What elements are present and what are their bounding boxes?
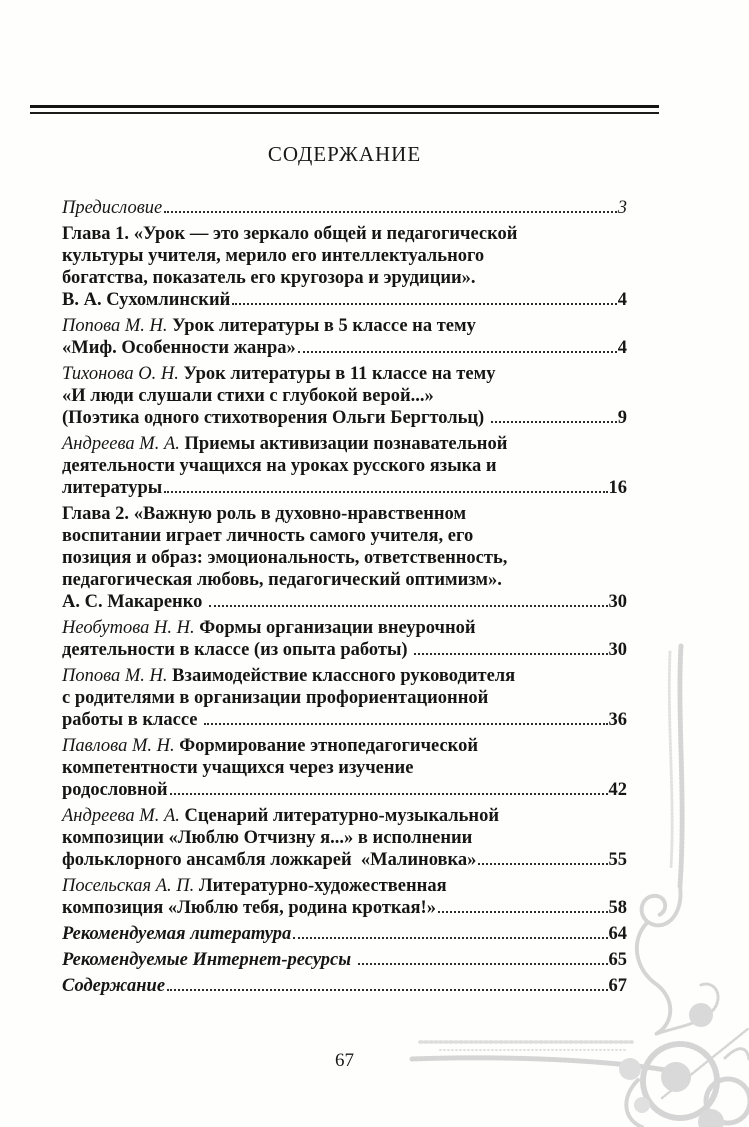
toc-text: «И люди слушали стихи с глубокой верой...» <box>62 386 434 406</box>
toc-line <box>62 897 627 919</box>
toc-line <box>62 337 627 359</box>
dot-leader <box>232 303 616 305</box>
toc-entry <box>62 617 627 661</box>
dot-leader <box>164 211 617 213</box>
toc-text: литературы <box>62 478 163 498</box>
toc-entry <box>62 197 627 219</box>
toc-line <box>62 547 627 569</box>
toc-page-number: 64 <box>608 924 627 944</box>
toc-line <box>62 477 627 499</box>
toc-text: Предисловие <box>62 198 163 218</box>
toc-text: Глава 2. <box>62 504 134 524</box>
toc-text: Рекомендуемые Интернет-ресурсы <box>62 950 356 970</box>
dot-leader <box>293 937 607 939</box>
dot-leader <box>414 653 607 655</box>
toc-line <box>62 665 627 687</box>
toc-text: «Важную роль в духовно-нравственном <box>133 504 467 524</box>
toc-page-number: 58 <box>608 898 627 918</box>
toc-page-number: 16 <box>608 478 627 498</box>
toc-text: Приемы активизации познавательной <box>184 434 508 454</box>
toc-text: компетентности учащихся через изучение <box>62 758 414 778</box>
toc-text: педагогическая любовь, педагогический оптимизм». <box>62 570 502 590</box>
toc-text: Формы организации внеурочной <box>199 618 476 638</box>
toc-page-number: 9 <box>617 408 627 428</box>
toc-entry <box>62 805 627 871</box>
toc-line <box>62 875 627 897</box>
toc-text: композиции «Люблю Отчизну я...» в исполнении <box>62 828 473 848</box>
dot-leader <box>438 911 608 913</box>
toc-line <box>62 827 627 849</box>
dot-leader <box>209 605 607 607</box>
toc-entry <box>62 315 627 359</box>
toc-line <box>62 289 627 311</box>
toc-entry <box>62 875 627 919</box>
toc-text: Павлова М. Н. <box>62 736 180 756</box>
toc-entry <box>62 923 627 945</box>
toc-line <box>62 525 627 547</box>
toc-page-number: 30 <box>608 592 627 612</box>
dot-leader <box>478 863 607 865</box>
toc-text: Андреева М. А. <box>62 806 185 826</box>
toc-line <box>62 245 627 267</box>
page-title: СОДЕРЖАНИЕ <box>267 142 422 166</box>
toc-page-number: 3 <box>617 198 627 218</box>
toc-text: Рекомендуемая литература <box>62 924 292 944</box>
toc-entry <box>62 735 627 801</box>
toc-line <box>62 569 627 591</box>
toc-line <box>62 735 627 757</box>
toc-text: культуры учителя, мерило его интеллектуального <box>62 246 485 266</box>
toc-line <box>62 433 627 455</box>
toc-text: Андреева М. А. <box>62 434 185 454</box>
toc-text: деятельности в классе (из опыта работы) <box>62 640 413 660</box>
toc-line <box>62 975 627 997</box>
toc-text: композиция «Люблю тебя, родина кроткая!» <box>62 898 436 918</box>
toc-text: деятельности учащихся на уроках русского языка и <box>62 456 497 476</box>
toc-line <box>62 267 627 289</box>
toc-text: Тихонова О. Н. <box>62 364 184 384</box>
dot-leader <box>167 989 607 991</box>
dot-leader <box>491 421 617 423</box>
toc-line <box>62 223 627 245</box>
toc-text: с родителями в организации профориентационной <box>62 688 489 708</box>
toc-page-number: 55 <box>608 850 627 870</box>
toc-line <box>62 687 627 709</box>
toc-text: Попова М. Н. <box>62 316 173 336</box>
toc-line <box>62 617 627 639</box>
toc-section <box>62 142 627 1001</box>
toc-page-number: 4 <box>617 338 627 358</box>
toc-page-number: 42 <box>608 780 627 800</box>
dot-leader <box>358 963 608 965</box>
toc-text: Попова М. Н. <box>62 666 173 686</box>
header-double-rule <box>30 105 659 114</box>
toc-page-number: 4 <box>617 290 627 310</box>
toc-entry <box>62 949 627 971</box>
toc-text: Урок литературы в 5 классе на тему <box>172 316 476 336</box>
toc-text: фольклорного ансамбля ложкарей «Малиновка» <box>62 850 477 870</box>
dot-leader <box>170 793 608 795</box>
toc-line <box>62 503 627 525</box>
toc-line <box>62 639 627 661</box>
toc-line <box>62 805 627 827</box>
toc-line <box>62 363 627 385</box>
dot-leader <box>164 491 607 493</box>
toc-line <box>62 849 627 871</box>
toc-text: работы в классе <box>62 710 203 730</box>
toc-text: (Поэтика одного стихотворения Ольги Бергтольц) <box>62 408 489 428</box>
toc-text: Урок литературы в 11 классе на тему <box>183 364 496 384</box>
dot-leader <box>298 351 617 353</box>
toc-page-number: 30 <box>608 640 627 660</box>
toc-line <box>62 757 627 779</box>
toc-line <box>62 949 627 971</box>
toc-entry <box>62 363 627 429</box>
toc-text: Формирование этнопедагогической <box>179 736 478 756</box>
toc-line <box>62 455 627 477</box>
toc-entry <box>62 665 627 731</box>
toc-entry <box>62 503 627 613</box>
toc-line <box>62 385 627 407</box>
toc-line <box>62 315 627 337</box>
toc-page-number: 67 <box>608 976 627 996</box>
toc-entry <box>62 223 627 311</box>
toc-text: Посельская А. П. <box>62 876 199 896</box>
toc-text: Содержание <box>62 976 166 996</box>
toc-line <box>62 407 627 429</box>
toc-text: Литературно-художественная <box>198 876 447 896</box>
toc-line <box>62 591 627 613</box>
toc-text: родословной <box>62 780 168 800</box>
toc-list <box>62 197 627 997</box>
toc-text: Сценарий литературно-музыкальной <box>184 806 499 826</box>
toc-text: воспитании играет личность самого учителя, его <box>62 526 474 546</box>
toc-text: В. А. Сухомлинский <box>62 290 231 310</box>
toc-entry <box>62 433 627 499</box>
toc-line <box>62 779 627 801</box>
toc-text: Глава 1. <box>62 224 134 244</box>
toc-line <box>62 197 627 219</box>
toc-text: Взаимодействие классного руководителя <box>172 666 516 686</box>
toc-page-number: 36 <box>608 710 627 730</box>
toc-text: богатства, показатель его кругозора и эрудиции». <box>62 268 476 288</box>
toc-text: «Урок — это зеркало общей и педагогической <box>133 224 518 244</box>
toc-text: А. С. Макаренко <box>62 592 208 612</box>
toc-entry <box>62 975 627 997</box>
toc-line <box>62 923 627 945</box>
toc-page-number: 65 <box>608 950 627 970</box>
footer-page-number: 67 <box>335 1050 354 1071</box>
toc-text: Необутова Н. Н. <box>62 618 200 638</box>
toc-line <box>62 709 627 731</box>
toc-text: «Миф. Особенности жанра» <box>62 338 296 358</box>
toc-text: позиция и образ: эмоциональность, ответственность, <box>62 548 508 568</box>
dot-leader <box>204 723 607 725</box>
